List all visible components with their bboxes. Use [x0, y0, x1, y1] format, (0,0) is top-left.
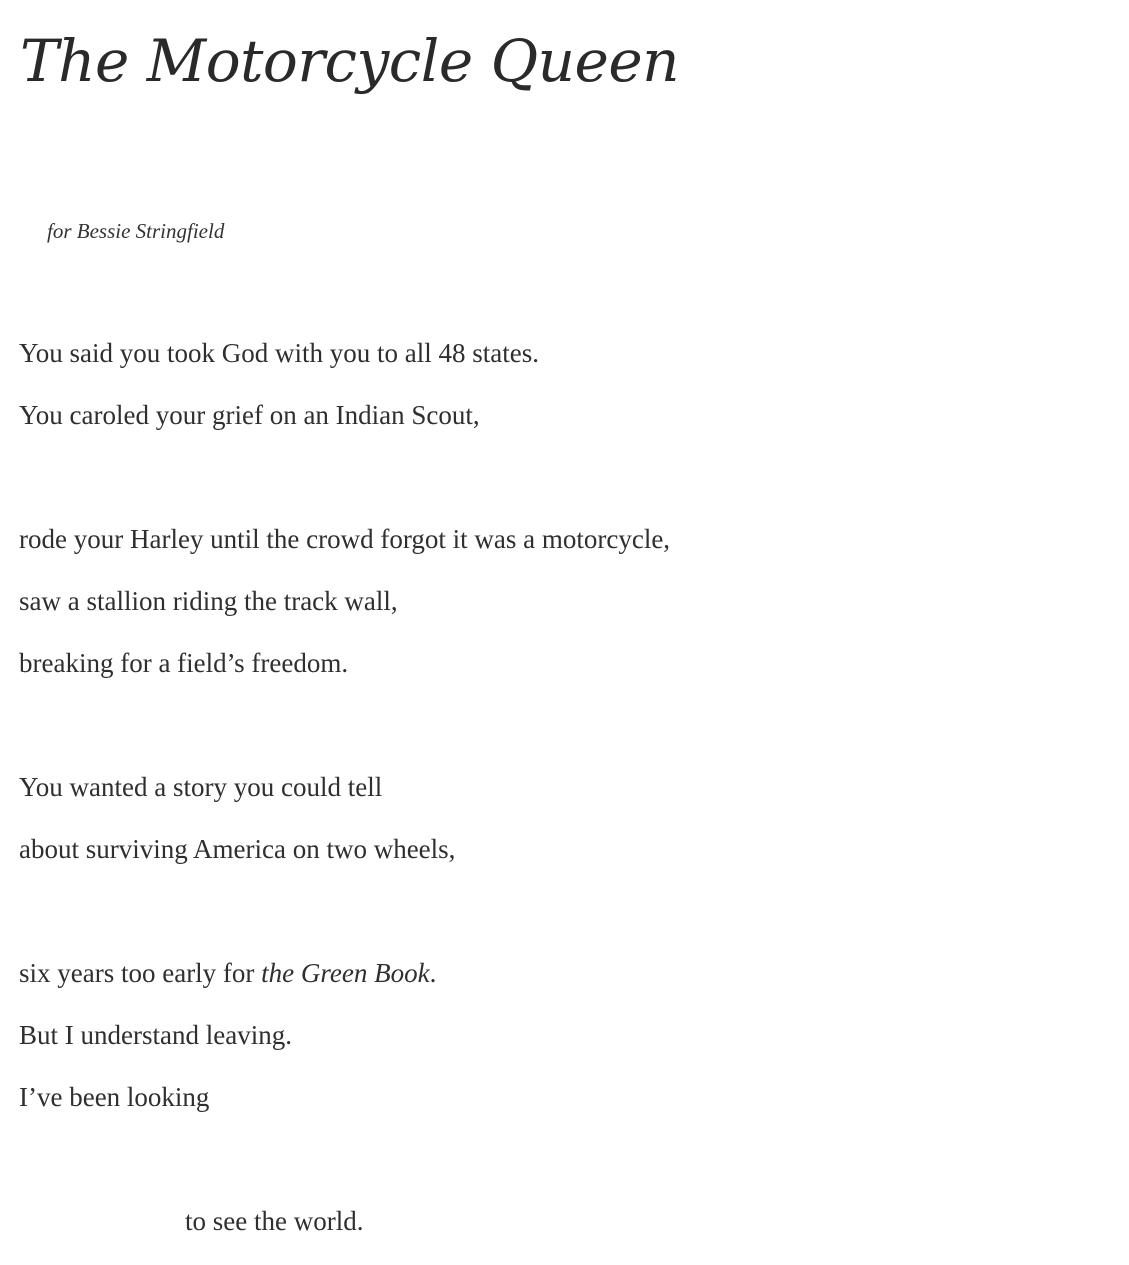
- poem-dedication: for Bessie Stringfield: [47, 219, 225, 243]
- poem-line: about surviving America on two wheels,: [19, 834, 456, 864]
- poem-final-line: to see the world.: [185, 1206, 364, 1236]
- poem-line: You caroled your grief on an Indian Scout,: [19, 400, 480, 430]
- poem-line: rode your Harley until the crowd forgot it was a motorcycle,: [19, 524, 671, 554]
- poem-line: breaking for a field’s freedom.: [19, 648, 349, 678]
- poem-line: You wanted a story you could tell: [19, 772, 383, 802]
- poem-line: You said you took God with you to all 48 states.: [19, 338, 540, 368]
- poem-line: I’ve been looking: [19, 1082, 210, 1112]
- green-book-line-before: six years too early for: [19, 958, 262, 988]
- poem-line-green-book: [19, 955, 436, 991]
- poem-title: The Motorcycle Queen: [20, 27, 680, 95]
- poem-line: But I understand leaving.: [19, 1020, 292, 1050]
- poem-line: saw a stallion riding the track wall,: [19, 586, 398, 616]
- green-book-line-after: .: [429, 958, 437, 988]
- green-book-title: the Green Book: [261, 958, 430, 988]
